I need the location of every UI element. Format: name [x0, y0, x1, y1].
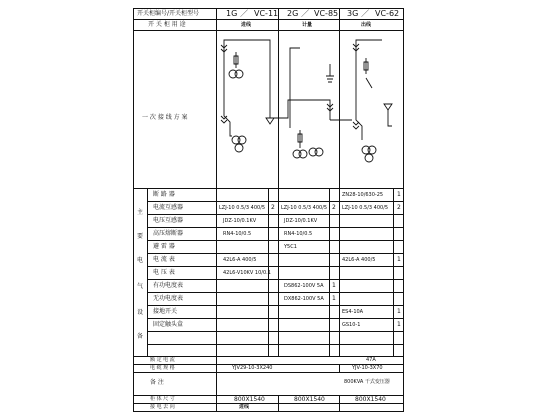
cab1-plug-bottom-icon	[221, 116, 227, 123]
eq-name-9: 无功电度表	[153, 295, 184, 302]
cab3-arrester-icon	[384, 104, 392, 110]
cabinet-model-3: VC-62	[375, 9, 400, 18]
cab1-pt-circle-b-icon	[235, 70, 243, 78]
cabinet-code-3: 3G	[347, 9, 359, 18]
eq-name-7: 电 压 表	[153, 269, 175, 276]
cab2-riser	[290, 48, 300, 128]
cab2-meter-b-icon	[315, 148, 323, 156]
cab3-plug-bottom-icon	[353, 122, 359, 129]
cable-c1: YJV29-10-3X240	[232, 365, 273, 371]
header-row2-label: 开 关 柜 用 途	[148, 21, 186, 28]
rated-current-label: 额 定 电 流	[150, 357, 175, 363]
dims-c1: 800X1540	[234, 396, 265, 403]
cab1-fuse-icon	[234, 52, 238, 68]
cabinet-1-circuit	[221, 40, 274, 152]
cab1-arrester-icon	[266, 118, 274, 124]
eq-c3-2: LZJ-10 0.5/3 400/5	[342, 205, 389, 211]
cab2-link-to-1	[270, 100, 330, 120]
header-row1-label: 开关柜编号/开关柜型号	[137, 10, 200, 17]
eq-c3q-11: 1	[397, 321, 401, 328]
eq-c2q-2: 2	[332, 204, 336, 211]
eq-c3-6: 42L6-A 400/5	[342, 257, 376, 263]
eq-c3q-6: 1	[397, 256, 401, 263]
eq-c3q-2: 2	[397, 204, 401, 211]
eq-c3-1: ZN28-10/630-25	[342, 192, 384, 198]
eq-name-4: 高压熔断器	[153, 230, 184, 237]
dims-c3: 800X1540	[355, 396, 386, 403]
eq-c2-8: DS862-100V 5A	[284, 283, 324, 289]
dims-label: 柜 体 尺 寸	[150, 396, 175, 402]
main-eq-char-5: 设	[137, 309, 144, 316]
cabinet-code-1: 1G	[226, 9, 238, 18]
eq-name-5: 避 雷 器	[153, 243, 175, 250]
cab1-ct-b-icon	[238, 136, 246, 144]
eq-c1-3: JDZ-10/0.1KV	[223, 218, 257, 224]
eq-c2-5: Y5C1	[284, 244, 297, 250]
cab3-feeder	[356, 90, 362, 140]
eq-name-1: 断 路 器	[153, 191, 175, 198]
cabinet-3-circuit	[353, 40, 392, 162]
cabinet-slash-3: ／	[361, 9, 369, 18]
eq-name-11: 固定触头盒	[153, 321, 184, 328]
main-eq-char-1: 主	[137, 209, 144, 216]
eq-name-8: 有功电度表	[153, 282, 184, 289]
cab2-fuse-icon	[298, 130, 302, 148]
cab3-earth-switch-icon	[388, 110, 392, 126]
wiring-label: 接 电 去 向	[150, 404, 175, 410]
cab3-switch-icon	[366, 78, 372, 88]
eq-c3q-1: 1	[397, 191, 401, 198]
eq-c3-10: ES4-10A	[342, 309, 364, 315]
cabinet-use-1: 进线	[241, 22, 252, 28]
eq-name-2: 电流互感器	[153, 204, 184, 211]
diagram-row-label: 一 次 接 线 方 案	[142, 114, 188, 121]
eq-c1-6: 42L6-A 400/5	[223, 257, 257, 263]
eq-c2-2: LZJ-10 0.5/3 400/5	[281, 205, 328, 211]
eq-name-6: 电 流 表	[153, 256, 175, 263]
eq-c2-9: DX862-100V 5A	[284, 296, 324, 302]
cabinet-model-1: VC-11	[254, 9, 279, 18]
cab1-busbar-riser	[224, 40, 270, 118]
rated-current-c3: 47A	[366, 357, 376, 363]
eq-c1q-2: 2	[271, 204, 275, 211]
cable-c3: YJV-10-3X70	[352, 365, 383, 371]
eq-c1-2: LZJ-10 0.5/3 400/5	[219, 205, 266, 211]
eq-name-10: 接地开关	[153, 308, 178, 315]
cabinet-use-3: 出线	[361, 22, 372, 28]
eq-c2-4: RN4-10/0.5	[284, 231, 313, 237]
eq-c1-7: 42L6-V10KV 10/0.1	[223, 270, 271, 276]
cab1-feeder	[224, 86, 232, 136]
cabinet-2-circuit	[270, 48, 352, 158]
wiring-c1: 进线	[239, 404, 250, 410]
cabinet-slash-2: ／	[301, 9, 309, 18]
eq-c2q-9: 1	[332, 295, 336, 302]
eq-c2q-8: 1	[332, 282, 336, 289]
cabinet-slash-1: ／	[240, 9, 248, 18]
eq-c3-11: GS10-1	[342, 322, 361, 328]
main-eq-char-4: 气	[137, 283, 144, 290]
main-eq-char-3: 电	[137, 257, 144, 264]
cable-label: 电 缆 规 格	[150, 365, 175, 371]
eq-c3q-10: 1	[397, 308, 401, 315]
cabinet-code-2: 2G	[287, 9, 299, 18]
cabinet-use-2: 计量	[302, 22, 313, 28]
cab3-breaker-icon	[364, 58, 368, 74]
remarks-label: 备 注	[150, 379, 164, 386]
cab3-ct-c-icon	[365, 154, 373, 162]
eq-c2-3: JDZ-10/0.1KV	[284, 218, 318, 224]
cab1-ct-c-icon	[235, 144, 243, 152]
cab2-earth-icon	[326, 64, 334, 82]
cab3-ct-b-icon	[368, 146, 376, 154]
dims-c2: 800X1540	[294, 396, 325, 403]
cab2-pt-b-icon	[299, 150, 307, 158]
main-eq-char-2: 要	[137, 233, 144, 240]
main-eq-char-6: 备	[137, 333, 144, 340]
cabinet-model-2: VC-85	[314, 9, 339, 18]
eq-name-3: 电压互感器	[153, 217, 184, 224]
remarks-c3: 800KVA 干式变压器	[344, 379, 390, 385]
eq-c1-4: RN4-10/0.5	[223, 231, 252, 237]
